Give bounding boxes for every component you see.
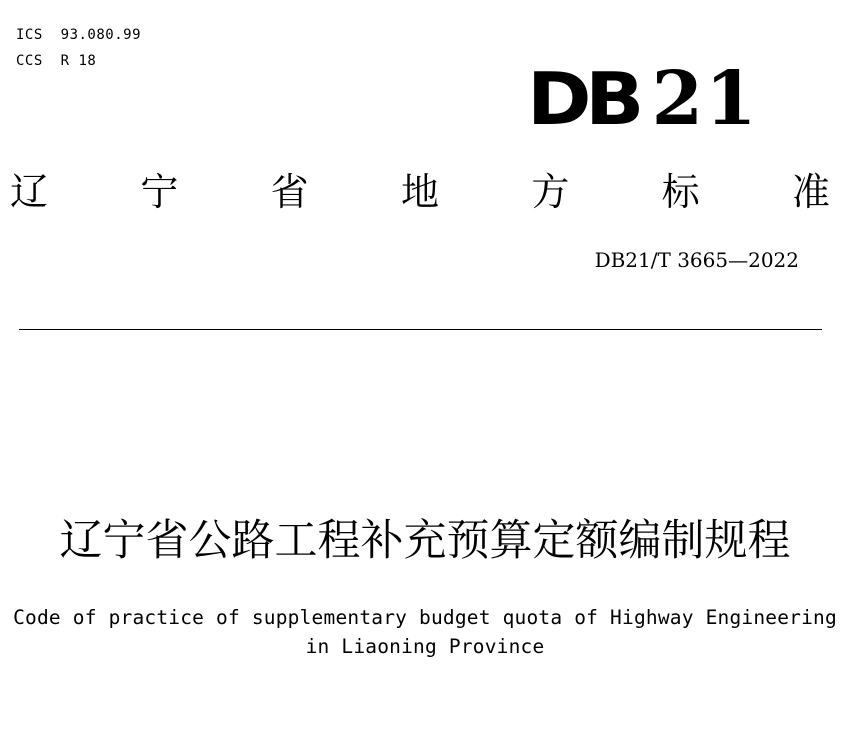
standard-type-char: 地 (400, 170, 439, 214)
english-title-line1: Code of practice of supplementary budget quota of Highway Engineering (13, 606, 837, 629)
horizontal-divider (19, 329, 822, 330)
standard-type-char: 方 (531, 170, 570, 214)
logo-number: 21 (651, 56, 759, 142)
standard-type-char: 准 (791, 170, 830, 214)
standard-type-char: 辽 (10, 170, 49, 214)
standard-type-char: 标 (661, 170, 700, 214)
standard-type-char: 省 (270, 170, 309, 214)
standard-type-heading (10, 168, 830, 216)
standard-type-char: 宁 (140, 170, 179, 214)
english-title-line2: in Liaoning Province (305, 635, 545, 658)
logo-db-letters: DB (527, 57, 638, 141)
ccs-code: CCS R 18 (16, 53, 97, 69)
chinese-title: 辽宁省公路工程补充预算定额编制规程 (59, 516, 791, 566)
ics-code: ICS 93.080.99 (16, 27, 142, 43)
english-title (0, 603, 850, 661)
db21-logo (527, 56, 759, 142)
standard-number: DB21/T 3665—2022 (594, 248, 799, 272)
